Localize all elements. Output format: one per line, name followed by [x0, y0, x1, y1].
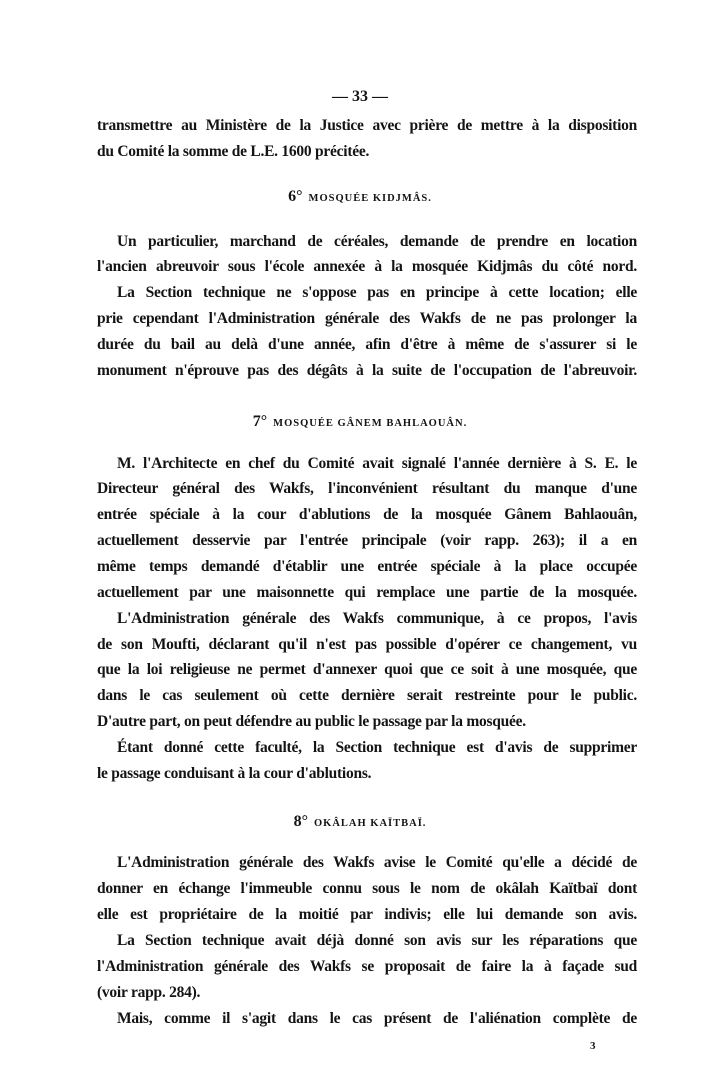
text-line: même temps demandé d'établir une entrée spéciale à la place occupée	[97, 558, 637, 575]
text-line: le passage conduisant à la cour d'ablutions.	[97, 765, 372, 782]
text-line: de son Moufti, déclarant qu'il n'est pas possible d'opérer ce changement, vu	[97, 636, 637, 653]
text-line: prie cependant l'Administration générale des Wakfs de ne pas prolonger la	[97, 310, 637, 327]
signature-mark: 3	[590, 1040, 596, 1052]
text-line: durée du bail au delà d'une année, afin d'être à même de s'assurer si le	[97, 336, 637, 353]
section-heading-6	[0, 188, 720, 206]
text-line: L'Administration générale des Wakfs communique, à ce propos, l'avis	[117, 610, 637, 627]
text-line: Un particulier, marchand de céréales, demande de prendre en location	[117, 233, 637, 250]
text-line: D'autre part, on peut défendre au public le passage par la mosquée.	[97, 713, 526, 730]
text-line: L'Administration générale des Wakfs avise le Comité qu'elle a décidé de	[117, 854, 637, 871]
text-line: La Section technique ne s'oppose pas en principe à cette location; elle	[117, 284, 637, 301]
section-heading-8	[0, 813, 720, 831]
text-line: actuellement desservie par l'entrée principale (voir rapp. 263); il a en	[97, 532, 637, 549]
text-line: entrée spéciale à la cour d'ablutions de la mosquée Gânem Bahlaouân,	[97, 506, 637, 523]
text-line: Directeur général des Wakfs, l'inconvénient résultant du manque d'une	[97, 480, 637, 497]
text-line: du Comité la somme de L.E. 1600 précitée.	[97, 143, 370, 160]
text-line: actuellement par une maisonnette qui remplace une partie de la mosquée.	[97, 584, 637, 601]
text-line: transmettre au Ministère de la Justice avec prière de mettre à la disposition	[97, 117, 637, 134]
heading-number: 7°	[252, 413, 268, 430]
heading-number: 6°	[288, 188, 303, 205]
text-line: M. l'Architecte en chef du Comité avait signalé l'année dernière à S. E. le	[117, 455, 637, 472]
text-line: l'ancien abreuvoir sous l'école annexée à la mosquée Kidjmâs du côté nord.	[97, 258, 637, 275]
heading-number: 8°	[293, 813, 308, 830]
text-line: que la loi religieuse ne permet d'annexer quoi que ce soit à une mosquée, que	[97, 661, 637, 678]
text-line: dans le cas seulement où cette dernière serait restreinte pour le public.	[97, 687, 637, 704]
text-line: (voir rapp. 284).	[97, 984, 201, 1001]
text-line: l'Administration générale des Wakfs se proposait de faire la à façade sud	[97, 958, 637, 975]
text-line: Mais, comme il s'agit dans le cas présent de l'aliénation complète de	[117, 1010, 637, 1027]
text-line: Étant donné cette faculté, la Section technique est d'avis de supprimer	[117, 739, 637, 756]
section-heading-7	[0, 413, 720, 431]
text-line: La Section technique avait déjà donné son avis sur les réparations que	[117, 932, 637, 949]
heading-title: MOSQUÉE KIDJMÂS.	[308, 193, 432, 204]
heading-title: MOSQUÉE GÂNEM BAHLAOUÂN.	[273, 418, 468, 429]
text-line: donner en échange l'immeuble connu sous le nom de okâlah Kaïtbaï dont	[97, 880, 637, 897]
text-line: monument n'éprouve pas des dégâts à la suite de l'occupation de l'abreuvoir.	[97, 362, 637, 379]
text-line: elle est propriétaire de la moitié par indivis; elle lui demande son avis.	[97, 906, 637, 923]
heading-title: OKÂLAH KAÏTBAÏ.	[313, 818, 427, 829]
page-number: — 33 —	[332, 88, 388, 105]
